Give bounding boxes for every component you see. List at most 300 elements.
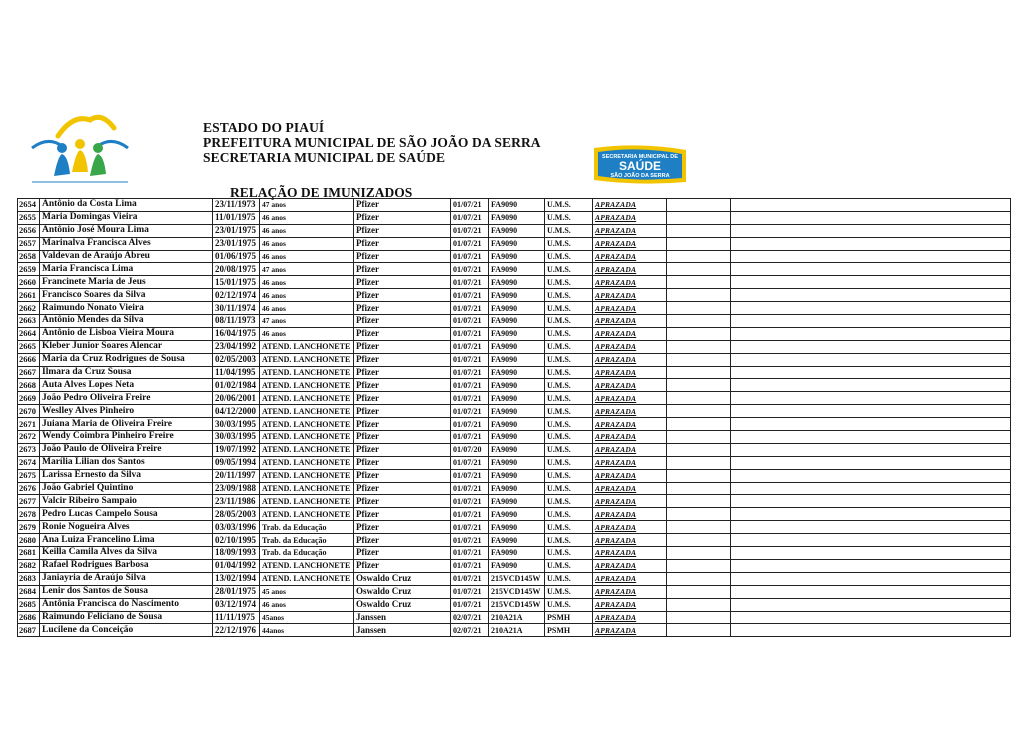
application-date: 01/07/21 [451, 508, 489, 521]
status-text: APRAZADA [595, 612, 637, 622]
vaccine-lot: FA9090 [489, 431, 545, 444]
row-number: 2684 [18, 585, 40, 598]
health-unit: U.M.S. [545, 263, 593, 276]
table-row [18, 250, 1011, 263]
vaccine-name: Pfizer [354, 340, 451, 353]
table-row [18, 443, 1011, 456]
application-date: 01/07/21 [451, 585, 489, 598]
birth-date: 02/05/2003 [213, 353, 260, 366]
application-date: 01/07/21 [451, 559, 489, 572]
application-date: 01/07/21 [451, 534, 489, 547]
birth-date: 20/08/1975 [213, 263, 260, 276]
person-name: Rafael Rodrigues Barbosa [40, 559, 213, 572]
vaccine-lot: 215VCD145W [489, 585, 545, 598]
application-date: 01/07/21 [451, 211, 489, 224]
person-name: Antônio Mendes da Silva [40, 315, 213, 328]
status-text: APRAZADA [595, 303, 637, 313]
page-title: RELAÇÃO DE IMUNIZADOS [230, 185, 413, 200]
application-date: 01/07/21 [451, 572, 489, 585]
priority-group: 46 anos [260, 302, 354, 315]
empty-cell [731, 379, 1011, 392]
row-number: 2661 [18, 289, 40, 302]
person-name: Janiayria de Araújo Silva [40, 572, 213, 585]
priority-group: ATEND. LANCHONETE [260, 379, 354, 392]
vaccine-name: Pfizer [354, 521, 451, 534]
row-number: 2686 [18, 611, 40, 624]
priority-group: ATEND. LANCHONETE [260, 392, 354, 405]
birth-date: 22/12/1976 [213, 624, 260, 637]
table-row [18, 495, 1011, 508]
birth-date: 09/05/1994 [213, 456, 260, 469]
priority-group: 46 anos [260, 250, 354, 263]
status-text: APRAZADA [595, 277, 637, 287]
status-text: APRAZADA [595, 252, 637, 261]
birth-date: 11/04/1995 [213, 366, 260, 379]
status-text: APRAZADA [595, 393, 637, 403]
application-date: 01/07/21 [451, 392, 489, 405]
status-badge [593, 624, 667, 637]
row-number: 2682 [18, 559, 40, 572]
row-number: 2677 [18, 495, 40, 508]
vaccine-name: Janssen [354, 611, 451, 624]
empty-cell [667, 534, 731, 547]
vaccine-name: Pfizer [354, 495, 451, 508]
status-text: APRAZADA [595, 574, 637, 584]
health-unit: PSMH [545, 624, 593, 637]
application-date: 01/07/21 [451, 353, 489, 366]
vaccine-lot: FA9090 [489, 315, 545, 328]
priority-group: 46 anos [260, 224, 354, 237]
empty-cell [667, 508, 731, 521]
status-badge [593, 611, 667, 624]
empty-cell [667, 405, 731, 418]
application-date: 01/07/21 [451, 379, 489, 392]
person-name: Juiana Maria de Oliveira Freire [40, 418, 213, 431]
row-number: 2654 [18, 199, 40, 212]
empty-cell [667, 224, 731, 237]
priority-group: 47 anos [260, 315, 354, 328]
status-text: APRAZADA [595, 200, 637, 210]
empty-cell [667, 547, 731, 560]
birth-date: 23/04/1992 [213, 340, 260, 353]
priority-group: ATEND. LANCHONETE [260, 495, 354, 508]
prefeitura-logo [28, 106, 138, 192]
logo-right-line2: SAÚDE [618, 159, 662, 173]
table-row [18, 469, 1011, 482]
vaccine-name: Pfizer [354, 199, 451, 212]
status-badge [593, 237, 667, 250]
row-number: 2683 [18, 572, 40, 585]
person-name: Weslley Alves Pinheiro [40, 405, 213, 418]
status-text: APRAZADA [595, 290, 637, 300]
status-text: APRAZADA [595, 380, 637, 390]
status-badge [593, 431, 667, 444]
application-date: 01/07/21 [451, 315, 489, 328]
table-row [18, 482, 1011, 495]
birth-date: 13/02/1994 [213, 572, 260, 585]
table-row [18, 366, 1011, 379]
vaccine-name: Janssen [354, 624, 451, 637]
health-unit: U.M.S. [545, 431, 593, 444]
empty-cell [731, 572, 1011, 585]
person-name: Auta Alves Lopes Neta [40, 379, 213, 392]
vaccine-lot: FA9090 [489, 456, 545, 469]
empty-cell [667, 431, 731, 444]
empty-cell [667, 237, 731, 250]
vaccine-name: Pfizer [354, 547, 451, 560]
empty-cell [731, 237, 1011, 250]
birth-date: 28/01/1975 [213, 585, 260, 598]
vaccine-name: Oswaldo Cruz [354, 585, 451, 598]
priority-group: 46 anos [260, 276, 354, 289]
row-number: 2659 [18, 263, 40, 276]
empty-cell [667, 521, 731, 534]
row-number: 2660 [18, 276, 40, 289]
empty-cell [731, 405, 1011, 418]
application-date: 01/07/21 [451, 469, 489, 482]
application-date: 01/07/21 [451, 289, 489, 302]
health-unit: U.M.S. [545, 443, 593, 456]
document-header [203, 120, 541, 165]
health-unit: U.M.S. [545, 327, 593, 340]
person-name: Valcir Ribeiro Sampaio [40, 495, 213, 508]
application-date: 01/07/21 [451, 431, 489, 444]
empty-cell [731, 276, 1011, 289]
application-date: 01/07/21 [451, 263, 489, 276]
health-unit: U.M.S. [545, 559, 593, 572]
application-date: 01/07/20 [451, 443, 489, 456]
status-badge [593, 353, 667, 366]
health-unit: U.M.S. [545, 495, 593, 508]
empty-cell [731, 598, 1011, 611]
health-unit: U.M.S. [545, 392, 593, 405]
vaccine-lot: FA9090 [489, 418, 545, 431]
row-number: 2665 [18, 340, 40, 353]
health-unit: U.M.S. [545, 547, 593, 560]
status-text: APRAZADA [595, 509, 637, 519]
person-name: Maria da Cruz Rodrigues de Sousa [40, 353, 213, 366]
table-row [18, 534, 1011, 547]
vaccine-name: Oswaldo Cruz [354, 598, 451, 611]
person-name: Antônio de Lisboa Vieira Moura [40, 327, 213, 340]
health-unit: U.M.S. [545, 418, 593, 431]
vaccine-name: Pfizer [354, 392, 451, 405]
birth-date: 08/11/1973 [213, 315, 260, 328]
empty-cell [667, 199, 731, 212]
vaccine-name: Pfizer [354, 443, 451, 456]
status-text: APRAZADA [595, 496, 637, 506]
person-name: Francisco Soares da Silva [40, 289, 213, 302]
empty-cell [667, 340, 731, 353]
birth-date: 20/06/2001 [213, 392, 260, 405]
status-text: APRAZADA [595, 587, 637, 597]
empty-cell [731, 353, 1011, 366]
priority-group: ATEND. LANCHONETE [260, 482, 354, 495]
health-unit: U.M.S. [545, 224, 593, 237]
row-number: 2668 [18, 379, 40, 392]
empty-cell [731, 289, 1011, 302]
vaccine-lot: FA9090 [489, 327, 545, 340]
person-name: Maria Domingas Vieira [40, 211, 213, 224]
status-text: APRAZADA [595, 406, 637, 416]
priority-group: ATEND. LANCHONETE [260, 353, 354, 366]
row-number: 2666 [18, 353, 40, 366]
logo-right-line1: SECRETARIA MUNICIPAL DE [602, 154, 678, 160]
priority-group: 45anos [260, 611, 354, 624]
empty-cell [731, 224, 1011, 237]
status-badge [593, 199, 667, 212]
table-row [18, 224, 1011, 237]
status-text: APRAZADA [595, 445, 637, 455]
status-text: APRAZADA [595, 316, 637, 326]
vaccine-name: Pfizer [354, 237, 451, 250]
application-date: 01/07/21 [451, 237, 489, 250]
table-row [18, 211, 1011, 224]
status-badge [593, 340, 667, 353]
birth-date: 02/12/1974 [213, 289, 260, 302]
health-unit: U.M.S. [545, 237, 593, 250]
table-row [18, 611, 1011, 624]
empty-cell [667, 418, 731, 431]
status-badge [593, 250, 667, 263]
person-name: Wendy Coimbra Pinheiro Freire [40, 431, 213, 444]
application-date: 01/07/21 [451, 418, 489, 431]
empty-cell [667, 598, 731, 611]
vaccine-lot: 210A21A [489, 624, 545, 637]
status-text: APRAZADA [595, 600, 637, 610]
priority-group: Trab. da Educação [260, 534, 354, 547]
health-unit: PSMH [545, 611, 593, 624]
row-number: 2672 [18, 431, 40, 444]
vaccine-lot: FA9090 [489, 289, 545, 302]
health-unit: U.M.S. [545, 521, 593, 534]
empty-cell [667, 585, 731, 598]
row-number: 2656 [18, 224, 40, 237]
application-date: 01/07/21 [451, 495, 489, 508]
table-row [18, 624, 1011, 637]
vaccine-name: Oswaldo Cruz [354, 572, 451, 585]
status-badge [593, 572, 667, 585]
birth-date: 19/07/1992 [213, 443, 260, 456]
vaccine-name: Pfizer [354, 379, 451, 392]
empty-cell [667, 379, 731, 392]
status-badge [593, 559, 667, 572]
birth-date: 11/11/1975 [213, 611, 260, 624]
status-text: APRAZADA [595, 329, 637, 339]
health-unit: U.M.S. [545, 315, 593, 328]
table-row [18, 418, 1011, 431]
status-badge [593, 224, 667, 237]
vaccine-name: Pfizer [354, 276, 451, 289]
person-name: Keilla Camila Alves da Silva [40, 547, 213, 560]
vaccine-lot: FA9090 [489, 534, 545, 547]
application-date: 02/07/21 [451, 624, 489, 637]
birth-date: 30/03/1995 [213, 431, 260, 444]
priority-group: 46 anos [260, 237, 354, 250]
state-name: ESTADO DO PIAUÍ [203, 120, 325, 135]
row-number: 2679 [18, 521, 40, 534]
empty-cell [731, 611, 1011, 624]
priority-group: ATEND. LANCHONETE [260, 366, 354, 379]
vaccine-name: Pfizer [354, 302, 451, 315]
vaccine-lot: FA9090 [489, 469, 545, 482]
priority-group: 47 anos [260, 263, 354, 276]
empty-cell [667, 276, 731, 289]
empty-cell [667, 456, 731, 469]
status-text: APRAZADA [595, 264, 637, 274]
table-row [18, 585, 1011, 598]
vaccine-lot: FA9090 [489, 379, 545, 392]
birth-date: 03/12/1974 [213, 598, 260, 611]
status-badge [593, 534, 667, 547]
table-row [18, 276, 1011, 289]
birth-date: 01/06/1975 [213, 250, 260, 263]
application-date: 02/07/21 [451, 611, 489, 624]
empty-cell [731, 302, 1011, 315]
status-badge [593, 327, 667, 340]
status-badge [593, 276, 667, 289]
health-unit: U.M.S. [545, 585, 593, 598]
empty-cell [731, 250, 1011, 263]
status-badge [593, 366, 667, 379]
application-date: 01/07/21 [451, 224, 489, 237]
empty-cell [667, 366, 731, 379]
vaccine-lot: FA9090 [489, 250, 545, 263]
table-row [18, 405, 1011, 418]
table-row [18, 521, 1011, 534]
empty-cell [731, 559, 1011, 572]
person-name: Antônia Francisca do Nascimento [40, 598, 213, 611]
application-date: 01/07/21 [451, 250, 489, 263]
health-unit: U.M.S. [545, 211, 593, 224]
vaccine-lot: FA9090 [489, 482, 545, 495]
vaccine-name: Pfizer [354, 559, 451, 572]
vaccine-lot: FA9090 [489, 366, 545, 379]
empty-cell [731, 624, 1011, 637]
status-text: APRAZADA [595, 355, 637, 365]
status-text: APRAZADA [595, 432, 637, 442]
health-unit: U.M.S. [545, 366, 593, 379]
table-row [18, 315, 1011, 328]
priority-group: 46 anos [260, 327, 354, 340]
empty-cell [667, 263, 731, 276]
person-name: João Gabriel Quintino [40, 482, 213, 495]
status-badge [593, 392, 667, 405]
table-row [18, 392, 1011, 405]
row-number: 2662 [18, 302, 40, 315]
person-name: Marinalva Francisca Alves [40, 237, 213, 250]
empty-cell [731, 456, 1011, 469]
status-text: APRAZADA [595, 226, 637, 236]
empty-cell [667, 443, 731, 456]
priority-group: 46 anos [260, 598, 354, 611]
priority-group: ATEND. LANCHONETE [260, 418, 354, 431]
row-number: 2664 [18, 327, 40, 340]
row-number: 2674 [18, 456, 40, 469]
vaccine-name: Pfizer [354, 405, 451, 418]
application-date: 01/07/21 [451, 276, 489, 289]
health-unit: U.M.S. [545, 508, 593, 521]
status-badge [593, 443, 667, 456]
health-unit: U.M.S. [545, 405, 593, 418]
empty-cell [667, 250, 731, 263]
birth-date: 01/04/1992 [213, 559, 260, 572]
empty-cell [731, 495, 1011, 508]
empty-cell [667, 289, 731, 302]
row-number: 2678 [18, 508, 40, 521]
application-date: 01/07/21 [451, 456, 489, 469]
status-badge [593, 585, 667, 598]
vaccine-name: Pfizer [354, 224, 451, 237]
person-name: Lenir dos Santos de Sousa [40, 585, 213, 598]
status-text: APRAZADA [595, 471, 637, 481]
table-row [18, 508, 1011, 521]
vaccine-lot: FA9090 [489, 224, 545, 237]
table-row [18, 353, 1011, 366]
health-unit: U.M.S. [545, 572, 593, 585]
status-badge [593, 547, 667, 560]
vaccine-lot: 215VCD145W [489, 572, 545, 585]
empty-cell [667, 211, 731, 224]
status-badge [593, 482, 667, 495]
application-date: 01/07/21 [451, 302, 489, 315]
person-name: Lucilene da Conceição [40, 624, 213, 637]
vaccine-name: Pfizer [354, 289, 451, 302]
empty-cell [731, 482, 1011, 495]
birth-date: 03/03/1996 [213, 521, 260, 534]
person-name: Antônio José Moura Lima [40, 224, 213, 237]
row-number: 2657 [18, 237, 40, 250]
birth-date: 20/11/1997 [213, 469, 260, 482]
row-number: 2675 [18, 469, 40, 482]
empty-cell [731, 211, 1011, 224]
table-row [18, 572, 1011, 585]
vaccine-lot: FA9090 [489, 211, 545, 224]
priority-group: Trab. da Educação [260, 547, 354, 560]
health-unit: U.M.S. [545, 340, 593, 353]
birth-date: 04/12/2000 [213, 405, 260, 418]
health-unit: U.M.S. [545, 482, 593, 495]
status-text: APRAZADA [595, 625, 637, 635]
row-number: 2669 [18, 392, 40, 405]
row-number: 2681 [18, 547, 40, 560]
person-name: Francinete Maria de Jeus [40, 276, 213, 289]
person-name: Kleber Junior Soares Alencar [40, 340, 213, 353]
table-row [18, 237, 1011, 250]
empty-cell [731, 547, 1011, 560]
vaccine-lot: FA9090 [489, 199, 545, 212]
status-text: APRAZADA [595, 419, 637, 429]
empty-cell [731, 443, 1011, 456]
vaccine-lot: FA9090 [489, 547, 545, 560]
health-unit: U.M.S. [545, 250, 593, 263]
empty-cell [667, 559, 731, 572]
status-badge [593, 263, 667, 276]
application-date: 01/07/21 [451, 521, 489, 534]
row-number: 2655 [18, 211, 40, 224]
health-unit: U.M.S. [545, 276, 593, 289]
status-text: APRAZADA [595, 213, 637, 223]
health-unit: U.M.S. [545, 199, 593, 212]
table-row [18, 263, 1011, 276]
person-name: Ronie Nogueira Alves [40, 521, 213, 534]
vaccine-lot: FA9090 [489, 302, 545, 315]
row-number: 2676 [18, 482, 40, 495]
empty-cell [667, 495, 731, 508]
person-name: Raimundo Nonato Vieira [40, 302, 213, 315]
vaccine-lot: 215VCD145W [489, 598, 545, 611]
status-text: APRAZADA [595, 548, 637, 558]
